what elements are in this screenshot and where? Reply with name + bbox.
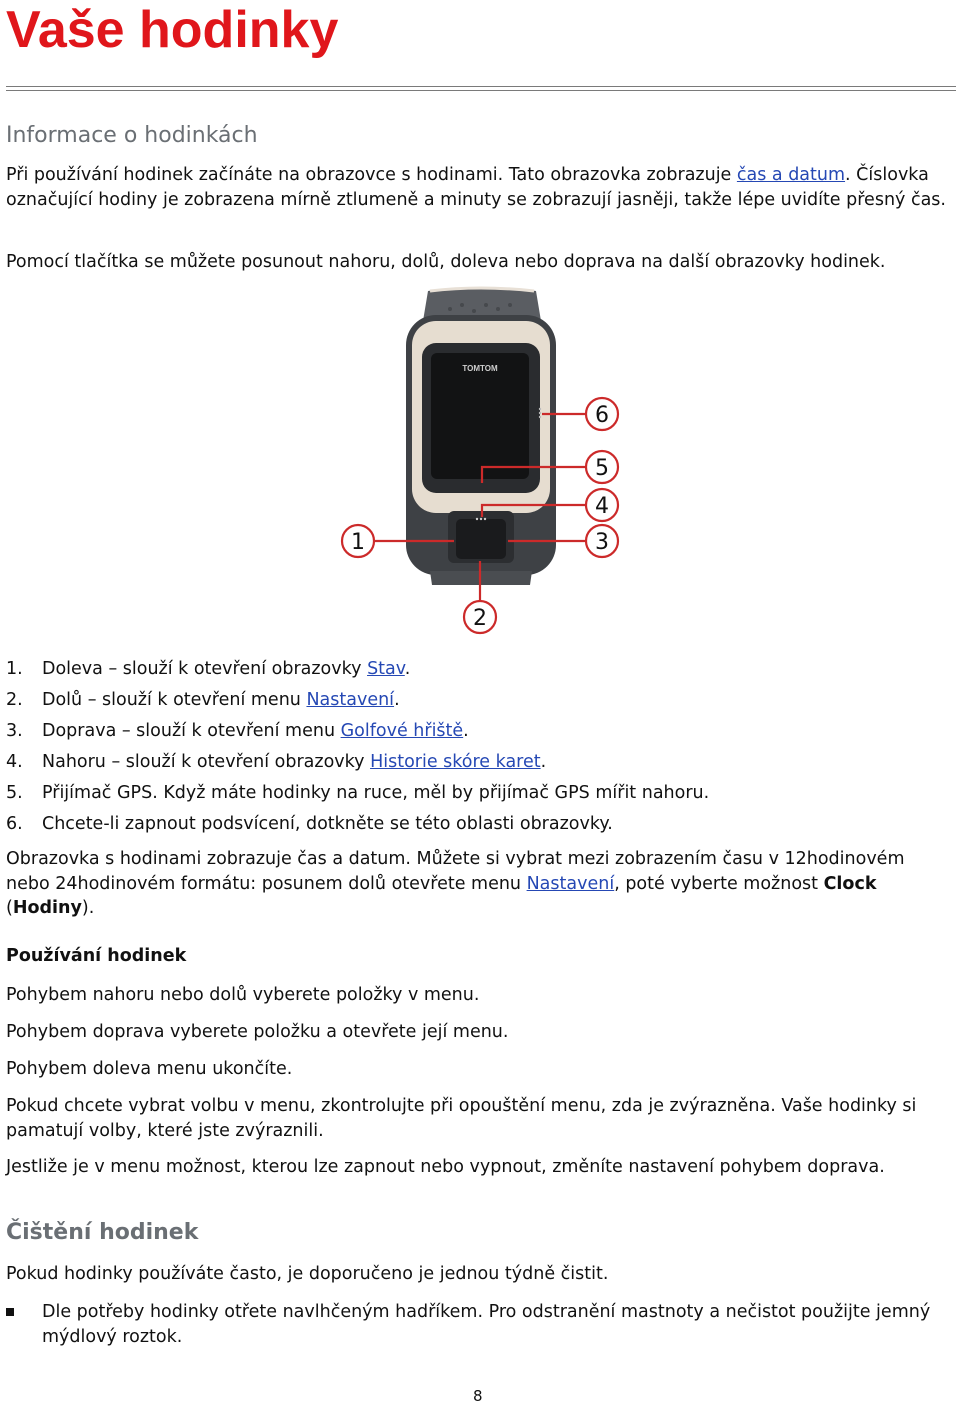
section-heading-cleaning: Čištění hodinek bbox=[6, 1220, 199, 1245]
page-title: Vaše hodinky bbox=[6, 1, 339, 59]
watch-navigation-button bbox=[456, 519, 506, 559]
cleaning-paragraph: Pokud hodinky používáte často, je doporučeno je jednou týdně čistit. bbox=[6, 1264, 609, 1284]
title-rule-bottom bbox=[6, 90, 956, 91]
usage-line-3: Pohybem doleva menu ukončíte. bbox=[6, 1059, 293, 1079]
callout-2-label: 2 bbox=[473, 606, 487, 631]
golfove-hriste-link[interactable]: Golfové hřiště bbox=[340, 721, 464, 741]
intro-paragraph bbox=[6, 163, 951, 212]
watch-brand-label: TOMTOM bbox=[462, 364, 498, 373]
callout-5-label: 5 bbox=[595, 456, 609, 481]
callout-4-label: 4 bbox=[595, 494, 609, 519]
usage-line-4: Pokud chcete vybrat volbu v menu, zkontrolujte při opouštění menu, zda je zvýrazněna. Vaše hodinky si pamatují volby, které jste zvýraznili. bbox=[6, 1096, 917, 1141]
list-item: 5. Přijímač GPS. Když máte hodinky na ruce, měl by přijímač GPS mířit nahoru. bbox=[6, 783, 710, 803]
cleaning-bullet-text: Dle potřeby hodinky otřete navlhčeným hadříkem. Pro odstranění mastnoty a nečistot použijte jemný mýdlový roztok. bbox=[42, 1302, 931, 1347]
callout-1-label: 1 bbox=[351, 530, 365, 555]
intro-text-1: Při používání hodinek začínáte na obrazovce s hodinami. Tato obrazovka zobrazuje bbox=[6, 165, 737, 185]
list-item: 1. Doleva – slouží k otevření obrazovky Stav. bbox=[6, 659, 411, 679]
callout-6-label: 6 bbox=[595, 403, 609, 428]
navigation-paragraph: Pomocí tlačítka se můžete posunout nahoru, dolů, doleva nebo doprava na další obrazovky hodinek. bbox=[6, 252, 886, 272]
list-item: 6. Chcete-li zapnout podsvícení, dotkněte se této oblasti obrazovky. bbox=[6, 814, 613, 834]
nastaveni-link-2[interactable]: Nastavení bbox=[526, 873, 615, 894]
nastaveni-link[interactable]: Nastavení bbox=[306, 690, 395, 710]
list-item: 4. Nahoru – slouží k otevření obrazovky Historie skóre karet. bbox=[6, 752, 547, 772]
intro-text-2: . Číslovka označující hodiny je zobrazena mírně ztlumeně a minuty se zobrazují jasněji, takže lépe uvidíte přesný čas. bbox=[6, 165, 946, 210]
bullet-square-icon bbox=[6, 1308, 14, 1316]
button-functions-list bbox=[6, 657, 951, 843]
callout-3-label: 3 bbox=[595, 530, 609, 555]
stav-link[interactable]: Stav bbox=[367, 659, 405, 679]
title-rule-top bbox=[6, 86, 956, 87]
list-item: 2. Dolů – slouží k otevření menu Nastavení. bbox=[6, 690, 400, 710]
usage-line-1: Pohybem nahoru nebo dolů vyberete položky v menu. bbox=[6, 985, 480, 1005]
usage-line-2: Pohybem doprava vyberete položku a otevřete její menu. bbox=[6, 1022, 509, 1042]
cleaning-bullet bbox=[6, 1300, 951, 1349]
historie-skore-link[interactable]: Historie skóre karet bbox=[370, 752, 541, 772]
usage-line-5: Jestliže je v menu možnost, kterou lze zapnout nebo vypnout, změníte nastavení pohybem doprava. bbox=[6, 1157, 885, 1177]
page-number: 8 bbox=[473, 1387, 483, 1405]
section-heading-using: Používání hodinek bbox=[6, 946, 187, 966]
clock-format-paragraph: Obrazovka s hodinami zobrazuje čas a datum. Můžete si vybrat mezi zobrazením času v 12hodinovém nebo 24hodinovém formátu: posunem dolů otevřete menu Nastavení, poté vyberte možnost Clock (Hodiny). bbox=[6, 849, 905, 918]
date-time-link[interactable]: čas a datum bbox=[736, 165, 846, 185]
section-heading-info: Informace o hodinkách bbox=[6, 123, 258, 148]
list-item: 3. Doprava – slouží k otevření menu Golfové hřiště. bbox=[6, 721, 469, 741]
watch-figure bbox=[330, 285, 630, 637]
